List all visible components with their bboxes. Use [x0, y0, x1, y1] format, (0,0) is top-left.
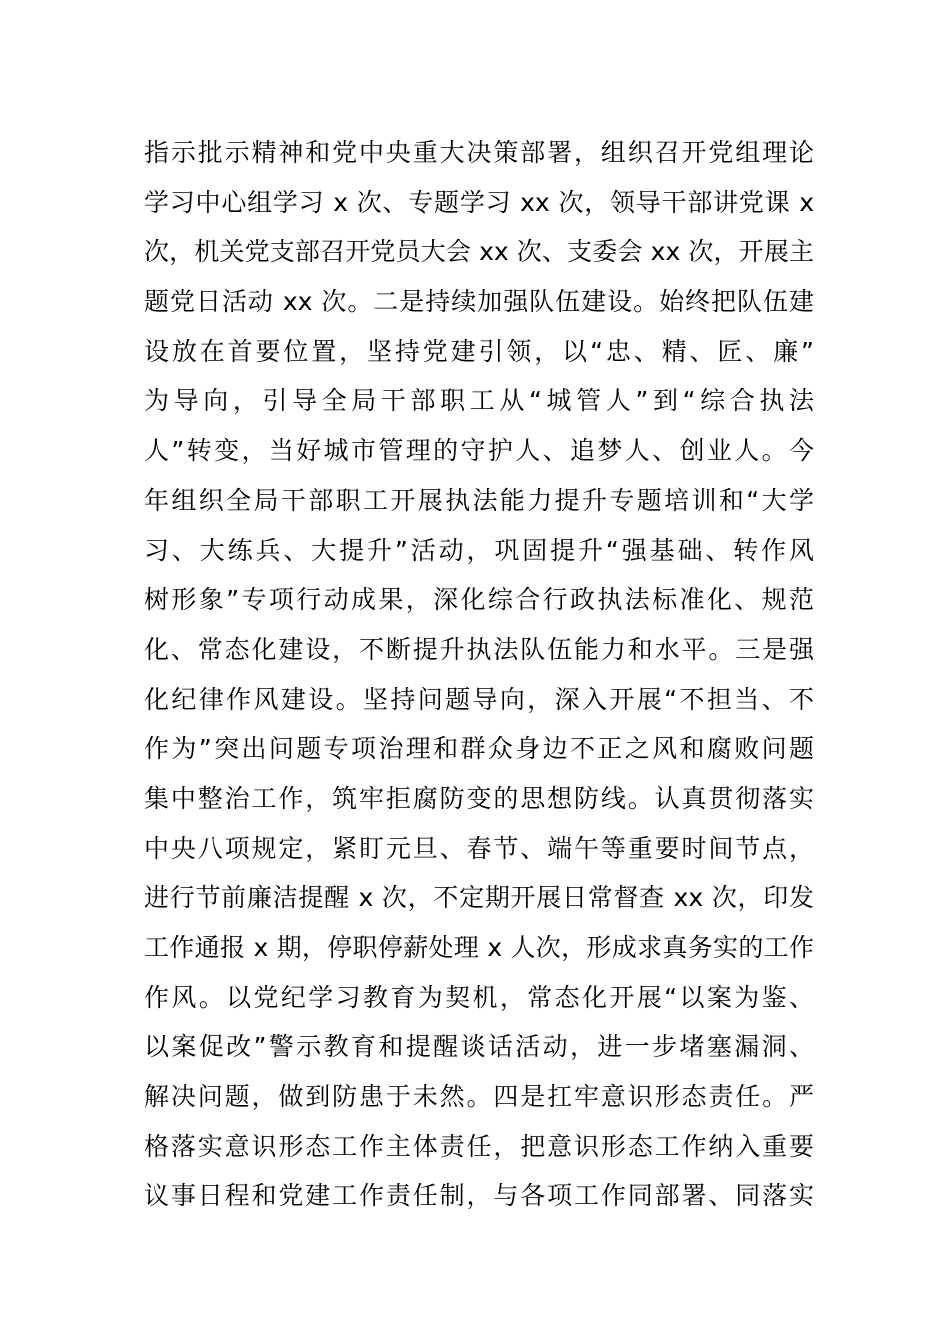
- text-line: 化、常态化建设，不断提升执法队伍能力和水平。三是强: [144, 634, 814, 664]
- text-line: 题党日活动 xx 次。二是持续加强队伍建设。始终把队伍建: [144, 287, 814, 317]
- text-line: 以案促改”警示教育和提醒谈话活动，进一步堵塞漏洞、: [144, 1032, 814, 1062]
- text-line: 为导向，引导全局干部职工从“城管人”到“综合执法: [144, 386, 814, 416]
- text-line: 集中整治工作，筑牢拒腐防变的思想防线。认真贯彻落实: [144, 783, 814, 813]
- text-line: 议事日程和党建工作责任制，与各项工作同部署、同落实: [144, 1181, 814, 1211]
- body-text: [144, 128, 814, 1221]
- text-line: 工作通报 x 期，停职停薪处理 x 人次，形成求真务实的工作: [144, 933, 814, 962]
- text-line: 格落实意识形态工作主体责任，把意识形态工作纳入重要: [144, 1131, 814, 1161]
- text-line: 次，机关党支部召开党员大会 xx 次、支委会 xx 次，开展主: [144, 237, 814, 267]
- text-line: 作风。以党纪学习教育为契机，常态化开展“以案为鉴、: [144, 982, 814, 1012]
- text-line: 作为”突出问题专项治理和群众身边不正之风和腐败问题: [144, 734, 814, 764]
- text-line: 化纪律作风建设。坚持问题导向，深入开展“不担当、不: [144, 684, 814, 714]
- text-line: 设放在首要位置，坚持党建引领，以“忠、精、匠、廉”: [144, 336, 814, 366]
- text-line: 树形象”专项行动成果，深化综合行政执法标准化、规范: [144, 585, 814, 615]
- text-line: 人”转变，当好城市管理的守护人、追梦人、创业人。今: [144, 436, 814, 466]
- text-line: 中央八项规定，紧盯元旦、春节、端午等重要时间节点，: [144, 833, 814, 863]
- text-line: 习、大练兵、大提升”活动，巩固提升“强基础、转作风: [144, 535, 814, 565]
- text-line: 解决问题，做到防患于未然。四是扛牢意识形态责任。严: [144, 1082, 814, 1112]
- text-line: 学习中心组学习 x 次、专题学习 xx 次，领导干部讲党课 x: [144, 187, 814, 217]
- text-line: 进行节前廉洁提醒 x 次，不定期开展日常督查 xx 次，印发: [144, 883, 814, 913]
- text-line: 年组织全局干部职工开展执法能力提升专题培训和“大学: [144, 485, 814, 515]
- text-line: 指示批示精神和党中央重大决策部署，组织召开党组理论: [144, 138, 814, 167]
